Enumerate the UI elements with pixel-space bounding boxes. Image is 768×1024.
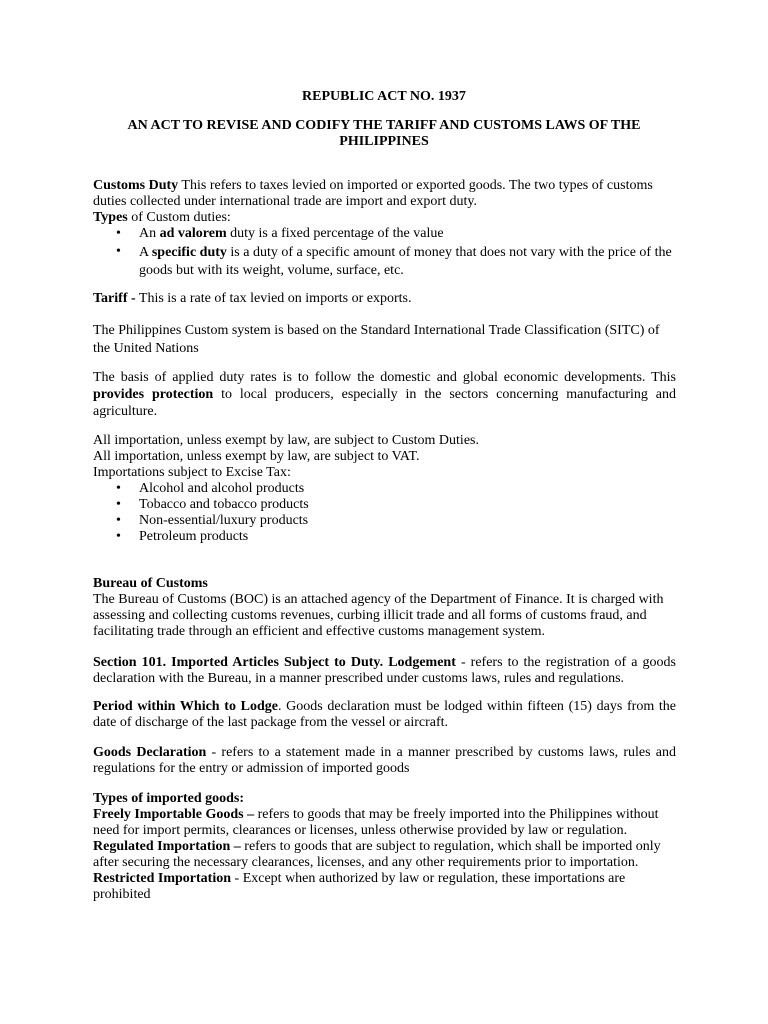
- sitc-paragraph: The Philippines Custom system is based on the Standard International Trade Classification (SITC) of the United Nations: [93, 323, 660, 356]
- document-title: REPUBLIC ACT NO. 1937: [302, 89, 466, 104]
- excise-item: Alcohol and alcohol products: [139, 481, 305, 496]
- bullet-icon: •: [116, 226, 121, 241]
- types-term: Types: [93, 210, 128, 225]
- duty-type-ad-valorem: An ad valorem duty is a fixed percentage of the value: [139, 226, 444, 241]
- section-101-paragraph: Section 101. Imported Articles Subject to Duty. Lodgement - refers to the registration of a goods declaration with the Bureau, in a manner prescribed under customs laws, rules and regulations.: [93, 655, 676, 686]
- ad-valorem-term: ad valorem: [159, 226, 227, 241]
- types-line: Types of Custom duties:: [93, 210, 231, 225]
- excise-item: Non-essential/luxury products: [139, 513, 309, 528]
- tariff-term: Tariff -: [93, 291, 136, 306]
- period-paragraph: Period within Which to Lodge. Goods declaration must be lodged within fifteen (15) days from the date of discharge of the last package from the vessel or aircraft.: [93, 699, 677, 730]
- tariff-paragraph: Tariff - This is a rate of tax levied on imports or exports.: [93, 291, 412, 306]
- restricted-importation-line-1: Restricted Importation - Except when authorized by law or regulation, these importations are: [93, 871, 626, 886]
- document-subtitle-line-1: AN ACT TO REVISE AND CODIFY THE TARIFF AND CUSTOMS LAWS OF THE: [127, 118, 641, 133]
- excise-item: Tobacco and tobacco products: [139, 497, 309, 512]
- bureau-line-2: assessing and collecting customs revenues, curbing illicit trade and all forms of customs fraud, and: [93, 608, 647, 623]
- restricted-importation-term: Restricted Importation: [93, 871, 232, 886]
- bullet-icon: •: [116, 529, 121, 544]
- duty-type-specific: A specific duty is a duty of a specific amount of money that does not vary with the price of the goods but with its weight, volume, surface, etc.: [139, 245, 672, 278]
- importation-line-3: Importations subject to Excise Tax:: [93, 465, 291, 480]
- provides-protection-term: provides protection: [93, 387, 214, 402]
- bullet-icon: •: [116, 513, 121, 528]
- regulated-importation-term: Regulated Importation –: [93, 839, 241, 854]
- excise-item: Petroleum products: [139, 529, 249, 544]
- regulated-importation-line-1: Regulated Importation – refers to goods that are subject to regulation, which shall be imported only: [93, 839, 661, 854]
- importation-line-1: All importation, unless exempt by law, are subject to Custom Duties.: [93, 433, 479, 448]
- specific-duty-term: specific duty: [151, 245, 227, 260]
- basis-paragraph: The basis of applied duty rates is to follow the domestic and global economic developments. This provides protection to local producers, especially in the sectors concerning manufacturing and agriculture.: [93, 370, 677, 419]
- bureau-heading: Bureau of Customs: [93, 576, 208, 591]
- freely-importable-term: Freely Importable Goods –: [93, 807, 255, 822]
- bureau-line-1: The Bureau of Customs (BOC) is an attached agency of the Department of Finance. It is charged with: [93, 592, 664, 607]
- customs-duty-line-2: duties collected under international trade are import and export duty.: [93, 194, 477, 209]
- bullet-icon: •: [116, 481, 121, 496]
- freely-importable-line-1: Freely Importable Goods – refers to goods that may be freely imported into the Philippines without: [93, 807, 659, 822]
- section-101-term: Section 101. Imported Articles Subject to Duty. Lodgement: [93, 655, 456, 670]
- goods-declaration-paragraph: Goods Declaration - refers to a statement made in a manner prescribed by customs laws, rules and regulations for the entry or admission of imported goods: [93, 745, 676, 776]
- bullet-icon: •: [116, 497, 121, 512]
- freely-importable-line-2: need for import permits, clearances or licenses, unless otherwise provided by law or regulation.: [93, 823, 628, 838]
- document-subtitle-line-2: PHILIPPINES: [339, 134, 429, 149]
- regulated-importation-line-2: after securing the necessary clearances, licenses, and any other requirements prior to importation.: [93, 855, 639, 870]
- period-term: Period within Which to Lodge: [93, 699, 278, 714]
- bureau-line-3: facilitating trade through an efficient and effective customs management system.: [93, 624, 545, 639]
- customs-duty-line-1: Customs Duty This refers to taxes levied on imported or exported goods. The two types of customs: [93, 178, 653, 193]
- goods-declaration-term: Goods Declaration: [93, 745, 207, 760]
- restricted-importation-line-2: prohibited: [93, 887, 151, 902]
- bullet-icon: •: [116, 244, 121, 259]
- customs-duty-term: Customs Duty: [93, 178, 179, 193]
- importation-line-2: All importation, unless exempt by law, are subject to VAT.: [93, 449, 420, 464]
- imported-goods-heading: Types of imported goods:: [93, 791, 245, 806]
